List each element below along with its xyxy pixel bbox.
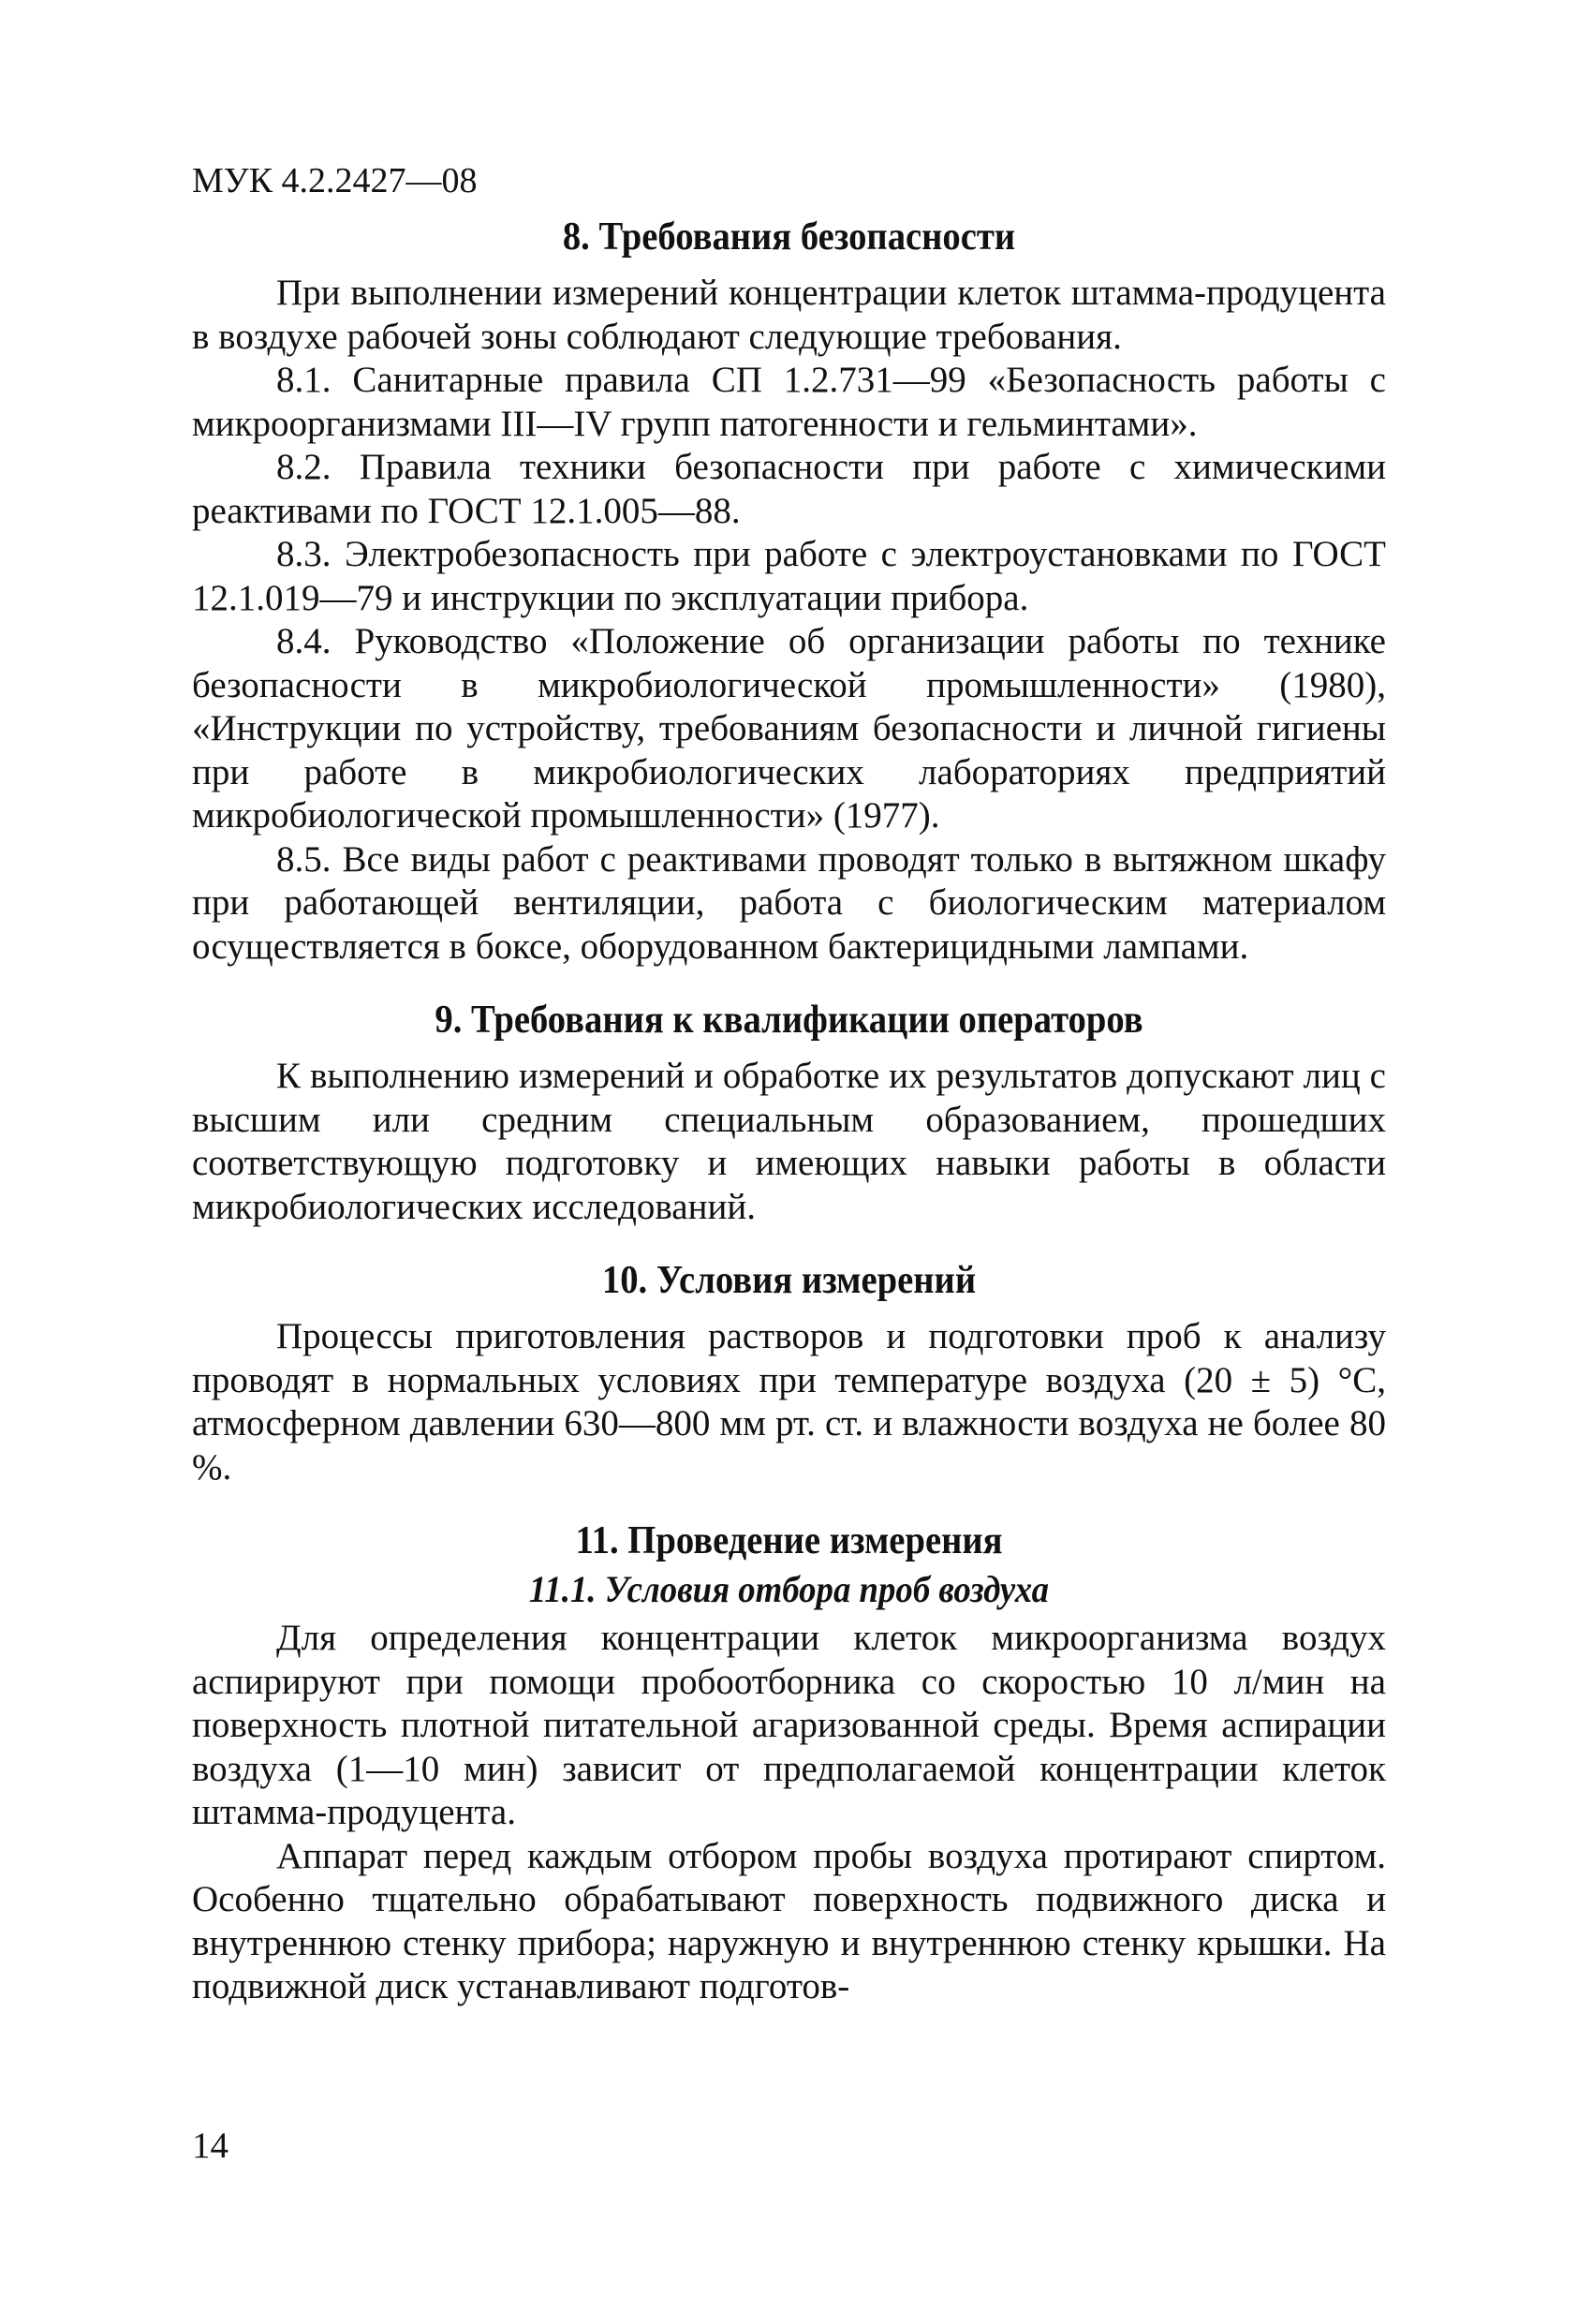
section-11-paragraph-2: Аппарат перед каждым отбором пробы воздуха протирают спиртом. Особенно тщательно обрабатывают поверхность подвижного диска и внутреннюю стенку прибора; наружную и внутреннюю стенку крышки. На подвижной диск устанавливают подготов- (192, 1835, 1386, 2006)
document-code: МУК 4.2.2427—08 (192, 161, 478, 200)
section-11-1-subheading: 11.1. Условия отбора проб воздуха (528, 1568, 1050, 1610)
document-page (192, 159, 1386, 2009)
section-8-item-2: 8.2. Правила техники безопасности при работе с химическими реактивами по ГОСТ 12.1.005—88. (192, 447, 1386, 531)
section-8-item-1: 8.1. Санитарные правила СП 1.2.731—99 «Безопасность работы с микроорганизмами III—IV групп патогенности и гельминтами». (192, 360, 1386, 444)
section-11-paragraph-1: Для определения концентрации клеток микроорганизма воздух аспирируют при помощи пробоотборника со скоростью 10 л/мин на поверхность плотной питательной агаризованной среды. Время аспирации воздуха (1—10 мин) зависит от предполагаемой концентрации клеток штамма-продуцента. (192, 1618, 1386, 1832)
section-9-text: К выполнению измерений и обработке их результатов допускают лиц с высшим или средним специальным образованием, прошедших соответствующую подготовку и имеющих навыки работы в области микробиологических исследований. (192, 1056, 1386, 1227)
page-number: 14 (192, 2125, 228, 2166)
section-8-heading: 8. Требования безопасности (562, 215, 1016, 259)
section-11-heading: 11. Проведение измерения (575, 1519, 1003, 1562)
section-8-item-3: 8.3. Электробезопасность при работе с электроустановками по ГОСТ 12.1.019—79 и инструкции по эксплуатации прибора. (192, 534, 1386, 618)
section-8-intro: При выполнении измерений концентрации клеток штамма-продуцента в воздухе рабочей зоны соблюдают следующие требования. (192, 273, 1386, 357)
section-10-heading: 10. Условия измерений (601, 1259, 977, 1302)
section-8-item-5: 8.5. Все виды работ с реактивами проводят только в вытяжном шкафу при работающей вентиляции, работа с биологическим материалом осуществляется в боксе, оборудованном бактерицидными лампами. (192, 838, 1386, 967)
section-10-text: Процессы приготовления растворов и подготовки проб к анализу проводят в нормальных условиях при температуре воздуха (20 ± 5) °С, атмосферном давлении 630—800 мм рт. ст. и влажности воздуха не более 80 %. (192, 1316, 1386, 1488)
section-8-item-4: 8.4. Руководство «Положение об организации работы по технике безопасности в микробиологической промышленности» (1980), «Инструкции по устройству, требованиям безопасности и личной гигиены при работе в микробиологических лабораториях предприятий микробиологической промышленности» (1977). (192, 621, 1386, 836)
section-9-heading: 9. Требования к квалификации операторов (435, 999, 1143, 1042)
